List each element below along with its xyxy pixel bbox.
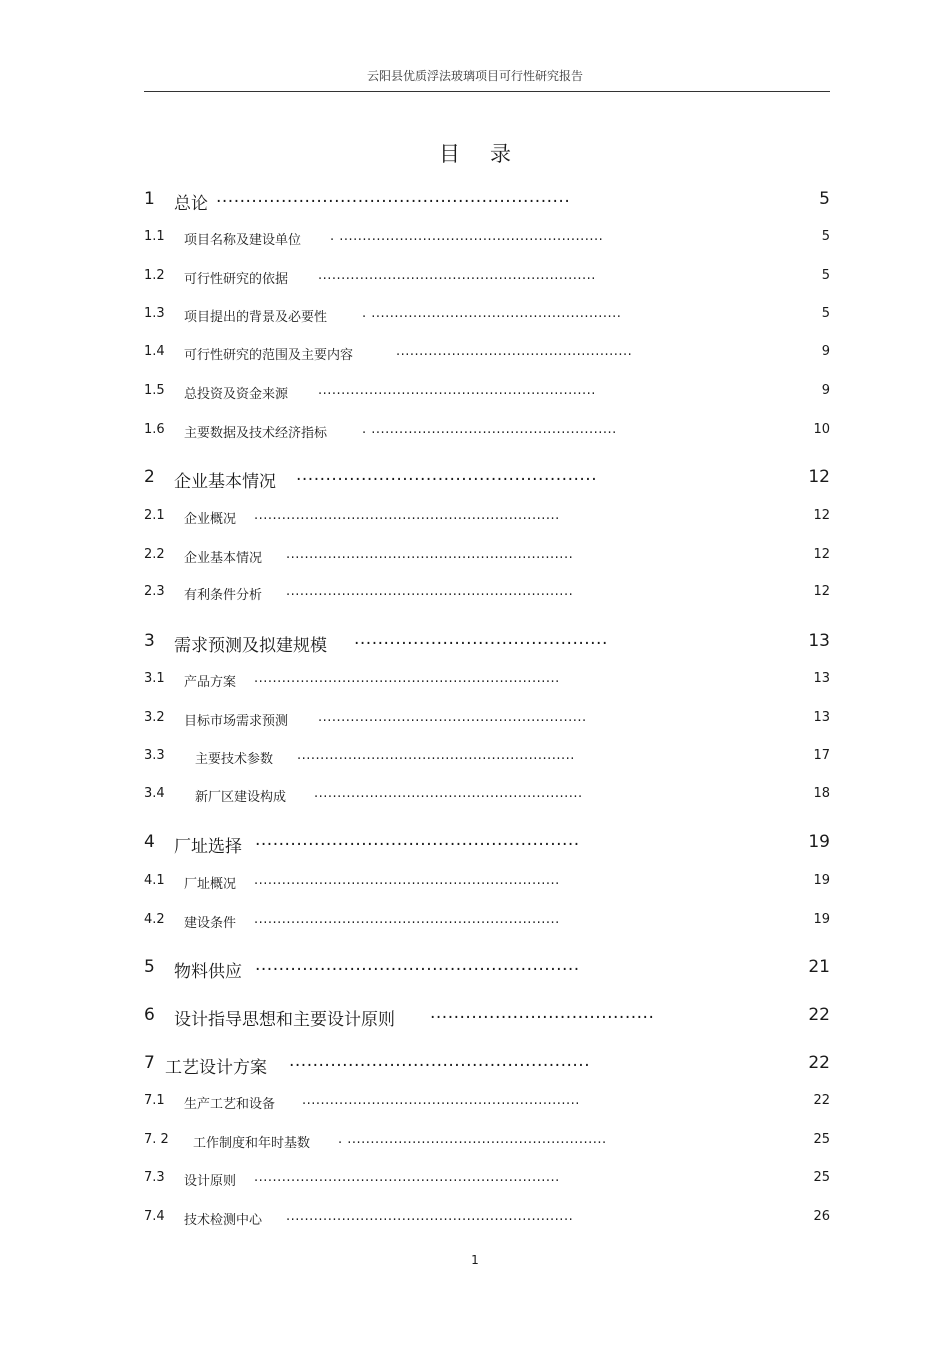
toc-leader-dots: ..........................................................: [314, 786, 583, 801]
toc-entry-number: 3.2: [144, 710, 165, 725]
toc-entry-number: 5: [144, 957, 155, 977]
toc-leader-dots: . .........................................................: [330, 229, 604, 244]
toc-leader-dots: ...................................................: [396, 344, 633, 359]
toc-leader-dots: .......................................................: [255, 830, 580, 850]
toc-entry[interactable]: [144, 383, 830, 403]
toc-entry-label: 设计指导思想和主要设计原则: [174, 1010, 395, 1030]
toc-leader-dots: . ......................................................: [362, 306, 622, 321]
toc-entry-page: 18: [813, 786, 830, 801]
toc-entry[interactable]: [144, 229, 830, 249]
toc-leader-dots: ..............................................................: [286, 1209, 574, 1224]
toc-entry-label: 工作制度和年时基数: [193, 1136, 311, 1151]
toc-entry-number: 2.2: [144, 547, 165, 562]
toc-entry[interactable]: [144, 1053, 830, 1077]
toc-entry-label: 主要数据及技术经济指标: [184, 426, 328, 441]
toc-entry-label: 技术检测中心: [184, 1213, 263, 1228]
toc-entry-page: 25: [813, 1170, 830, 1185]
toc-leader-dots: ..................................................................: [254, 1170, 560, 1185]
toc-leader-dots: ..................................................................: [254, 508, 560, 523]
toc-leader-dots: ...................................................: [289, 1051, 591, 1071]
toc-leader-dots: ..................................................................: [254, 912, 560, 927]
toc-entry-page: 22: [813, 1093, 830, 1108]
toc-entry[interactable]: [144, 344, 830, 364]
toc-leader-dots: . ........................................................: [338, 1132, 607, 1147]
toc-leader-dots: ............................................................: [318, 268, 596, 283]
toc-entry[interactable]: [144, 1093, 830, 1113]
toc-entry[interactable]: [144, 1170, 830, 1190]
toc-title: 目录: [439, 142, 541, 166]
toc-entry-number: 7.3: [144, 1170, 165, 1185]
toc-entry-page: 25: [813, 1132, 830, 1147]
toc-entry-page: 19: [808, 832, 830, 852]
toc-entry-label: 厂址选择: [174, 837, 242, 857]
toc-entry[interactable]: [144, 631, 830, 655]
toc-entry-label: 企业概况: [184, 512, 237, 527]
toc-entry[interactable]: [144, 873, 830, 893]
toc-entry[interactable]: [144, 912, 830, 932]
toc-leader-dots: ..................................................................: [254, 671, 560, 686]
toc-entry-page: 17: [813, 748, 830, 763]
toc-entry-label: 有利条件分析: [184, 588, 263, 603]
toc-entry-number: 7.1: [144, 1093, 165, 1108]
toc-entry[interactable]: [144, 547, 830, 567]
toc-entry-number: 2.3: [144, 584, 165, 599]
toc-entry-page: 13: [813, 671, 830, 686]
toc-entry[interactable]: [144, 508, 830, 528]
toc-entry-page: 12: [813, 547, 830, 562]
toc-entry-number: 3.1: [144, 671, 165, 686]
toc-entry-number: 1.3: [144, 306, 165, 321]
toc-entry-label: 可行性研究的范围及主要内容: [184, 348, 354, 363]
running-header: 云阳县优质浮法玻璃项目可行性研究报告: [366, 69, 583, 83]
toc-entry-label: 建设条件: [184, 916, 237, 931]
toc-entry[interactable]: [144, 422, 830, 442]
toc-entry-number: 1.1: [144, 229, 165, 244]
toc-entry-page: 22: [808, 1005, 830, 1025]
toc-entry-number: 6: [144, 1005, 155, 1025]
toc-entry[interactable]: [144, 748, 830, 768]
toc-entry-number: 7: [144, 1053, 155, 1073]
toc-entry-page: 13: [808, 631, 830, 651]
toc-entry-number: 2.1: [144, 508, 165, 523]
toc-entry-page: 13: [813, 710, 830, 725]
toc-entry[interactable]: [144, 584, 830, 604]
page-number: 1: [471, 1253, 479, 1267]
toc-leader-dots: ..................................................................: [254, 873, 560, 888]
toc-entry[interactable]: [144, 957, 830, 981]
toc-entry-number: 1.4: [144, 344, 165, 359]
toc-entry-number: 3.3: [144, 748, 165, 763]
toc-entry-page: 26: [813, 1209, 830, 1224]
toc-entry[interactable]: [144, 306, 830, 326]
toc-leader-dots: . .....................................................: [362, 422, 617, 437]
toc-entry-number: 7. 2: [144, 1132, 169, 1147]
toc-leader-dots: ............................................................: [302, 1093, 580, 1108]
toc-entry-number: 1.2: [144, 268, 165, 283]
toc-entry[interactable]: [144, 671, 830, 691]
toc-entry-page: 12: [813, 508, 830, 523]
toc-entry-page: 19: [813, 873, 830, 888]
toc-entry-number: 1.6: [144, 422, 165, 437]
toc-entry[interactable]: [144, 189, 830, 213]
toc-entry-label: 需求预测及拟建规模: [174, 636, 327, 656]
toc-entry[interactable]: [144, 832, 830, 856]
toc-entry-number: 4.2: [144, 912, 165, 927]
toc-leader-dots: .......................................................: [255, 955, 580, 975]
toc-entry[interactable]: [144, 1132, 830, 1152]
toc-leader-dots: ............................................................: [297, 748, 575, 763]
toc-entry[interactable]: [144, 467, 830, 491]
toc-entry-page: 9: [821, 383, 830, 398]
toc-entry-label: 项目名称及建设单位: [184, 233, 302, 248]
toc-entry-page: 21: [808, 957, 830, 977]
toc-leader-dots: ...................................................: [296, 465, 598, 485]
toc-leader-dots: ......................................: [430, 1003, 655, 1023]
toc-entry-page: 19: [813, 912, 830, 927]
toc-entry[interactable]: [144, 1005, 830, 1029]
toc-leader-dots: ..........................................................: [318, 710, 587, 725]
toc-entry-number: 2: [144, 467, 155, 487]
header-rule: [144, 91, 830, 92]
toc-entry-number: 7.4: [144, 1209, 165, 1224]
toc-entry-label: 设计原则: [184, 1174, 237, 1189]
toc-leader-dots: ..............................................................: [286, 547, 574, 562]
toc-entry-label: 项目提出的背景及必要性: [184, 310, 328, 325]
toc-entry-label: 可行性研究的依据: [184, 272, 289, 287]
toc-entry-page: 5: [821, 268, 830, 283]
toc-entry-page: 5: [819, 189, 830, 209]
toc-entry[interactable]: [144, 786, 830, 806]
toc-leader-dots: ............................................................: [216, 187, 571, 207]
toc-entry-label: 企业基本情况: [184, 551, 263, 566]
toc-entry-page: 22: [808, 1053, 830, 1073]
toc-entry-page: 5: [821, 306, 830, 321]
toc-entry-label: 总投资及资金来源: [184, 387, 289, 402]
toc-entry-number: 3.4: [144, 786, 165, 801]
toc-entry-label: 总论: [174, 194, 208, 214]
toc-leader-dots: ...........................................: [354, 629, 608, 649]
toc-entry-label: 厂址概况: [184, 877, 237, 892]
toc-leader-dots: ............................................................: [318, 383, 596, 398]
toc-entry-label: 产品方案: [184, 675, 237, 690]
toc-entry-number: 4: [144, 832, 155, 852]
toc-entry-label: 工艺设计方案: [165, 1058, 267, 1078]
toc-entry-page: 12: [813, 584, 830, 599]
toc-entry-page: 10: [813, 422, 830, 437]
toc-entry-number: 3: [144, 631, 155, 651]
toc-entry-label: 新厂区建设构成: [195, 790, 287, 805]
toc-entry[interactable]: [144, 1209, 830, 1229]
toc-entry[interactable]: [144, 710, 830, 730]
toc-entry-page: 5: [821, 229, 830, 244]
toc-entry-label: 企业基本情况: [174, 472, 276, 492]
toc-entry-label: 物料供应: [174, 962, 242, 982]
toc-entry-label: 生产工艺和设备: [184, 1097, 276, 1112]
toc-entry-number: 1.5: [144, 383, 165, 398]
toc-entry-number: 1: [144, 189, 155, 209]
toc-entry-page: 9: [821, 344, 830, 359]
toc-entry-label: 目标市场需求预测: [184, 714, 289, 729]
toc-leader-dots: ..............................................................: [286, 584, 574, 599]
toc-entry-label: 主要技术参数: [195, 752, 274, 767]
toc-entry-number: 4.1: [144, 873, 165, 888]
toc-entry-page: 12: [808, 467, 830, 487]
toc-entry[interactable]: [144, 268, 830, 288]
